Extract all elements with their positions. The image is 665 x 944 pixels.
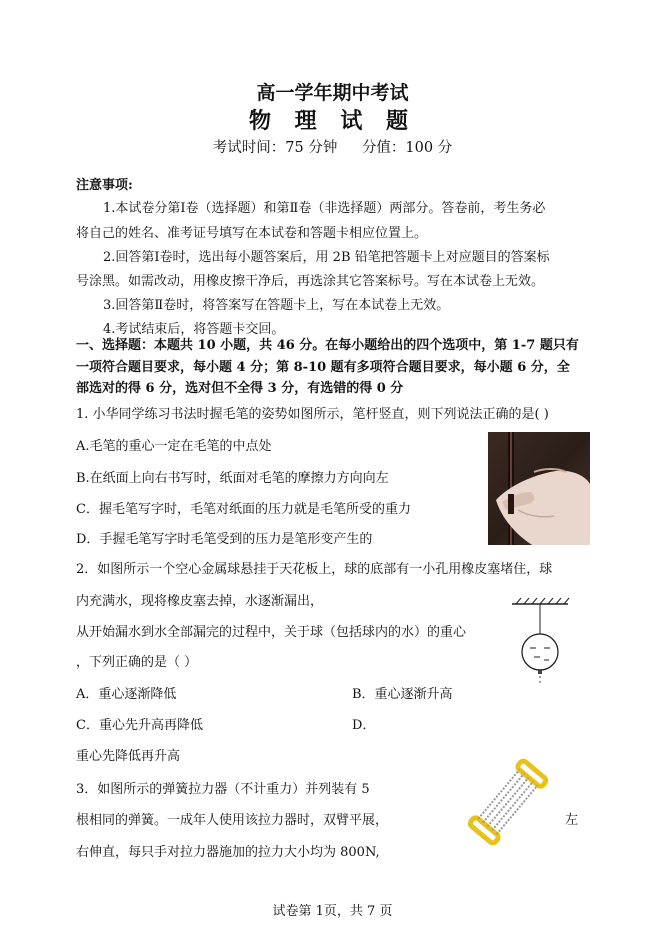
q1-option-a: A.毛笔的重心一定在毛笔的中点处: [76, 439, 272, 454]
q3-stem-3: 右伸直，每只手对拉力器施加的拉力大小均为 800N,: [76, 845, 380, 860]
exam-meta: [0, 136, 665, 157]
q1-option-c: C．握毛笔写字时，毛笔对纸面的压力就是毛笔所受的重力: [76, 502, 411, 517]
q2-stem-4: ，下列正确的是（ ）: [76, 655, 198, 670]
q3-stem-2b: 左: [565, 813, 579, 828]
q2-stem-2: 内充满水，现将橡皮塞去掉，水逐渐漏出，: [76, 594, 324, 609]
notice-line-2b: 号涂黑。如需改动，用橡皮擦干净后，再选涂其它答案标号。写在本试卷上无效。: [76, 274, 545, 289]
q2-option-d-text: 重心先降低再升高: [76, 749, 181, 764]
q2-option-a: A．重心逐渐降低: [76, 687, 177, 702]
notice-line-1b: 将自己的姓名、准考证号填写在本试卷和答题卡相应位置上。: [76, 226, 428, 241]
notice-line-3: 3.回答第Ⅱ卷时，将答案写在答题卡上，写在本试卷上无效。: [103, 298, 450, 313]
exam-subject: 物 理 试 题: [249, 108, 416, 134]
section-1-line-3: 部选对的得 6 分，选对但不全得 3 分，有选错的得 0 分: [76, 381, 404, 396]
q2-option-c: C．重心先升高再降低: [76, 718, 203, 733]
spring-expander-figure: [460, 754, 556, 850]
notice-line-1: 1.本试卷分第Ⅰ卷（选择题）和第Ⅱ卷（非选择题）两部分。答卷前，考生务必: [103, 201, 546, 216]
q1-option-d: D．手握毛笔写字时毛笔受到的压力是笔形变产生的: [76, 532, 373, 547]
hanging-ball-figure: [508, 594, 572, 688]
q2-stem-1: 2．如图所示一个空心金属球悬挂于天花板上，球的底部有一小孔用橡皮塞堵住，球: [76, 562, 553, 577]
q2-option-d-label: D．: [352, 718, 376, 733]
q3-stem-2: 根相同的弹簧。一成年人使用该拉力器时，双臂平展，: [76, 813, 389, 828]
section-1-line-2: 一项符合题目要求，每小题 4 分；第 8-10 题有多项符合题目要求，每小题 6 分，全: [76, 360, 570, 375]
page-footer: 试卷第 1页，共 7 页: [272, 904, 393, 919]
q2-stem-3: 从开始漏水到水全部漏完的过程中，关于球（包括球内的水）的重心: [76, 625, 467, 640]
q1-option-b: B.在纸面上向右书写时，纸面对毛笔的摩擦力方向向左: [76, 471, 389, 486]
q1-stem: 1. 小华同学练习书法时握毛笔的姿势如图所示，笔杆竖直，则下列说法正确的是( ): [76, 407, 549, 422]
q3-stem-1: 3．如图所示的弹簧拉力器（不计重力）并列装有 5: [76, 782, 370, 797]
q2-option-b: B．重心逐渐升高: [352, 687, 453, 702]
notice-line-2: 2.回答第Ⅰ卷时，选出每小题答案后，用 2B 铅笔把答题卡上对应题目的答案标: [103, 250, 550, 265]
section-1-line-1: 一、选择题：本题共 10 小题，共 46 分。在每小题给出的四个选项中，第 1-7 题只有: [76, 338, 579, 353]
brush-hand-figure: [488, 432, 590, 545]
exam-time: 考试时间：75 分钟: [212, 140, 338, 156]
notice-line-4: 4.考试结束后，将答题卡交回。: [103, 322, 285, 337]
exam-title: 高一学年期中考试: [256, 82, 409, 104]
exam-score: 分值：100 分: [361, 140, 453, 156]
notice-heading: 注意事项:: [76, 178, 133, 193]
